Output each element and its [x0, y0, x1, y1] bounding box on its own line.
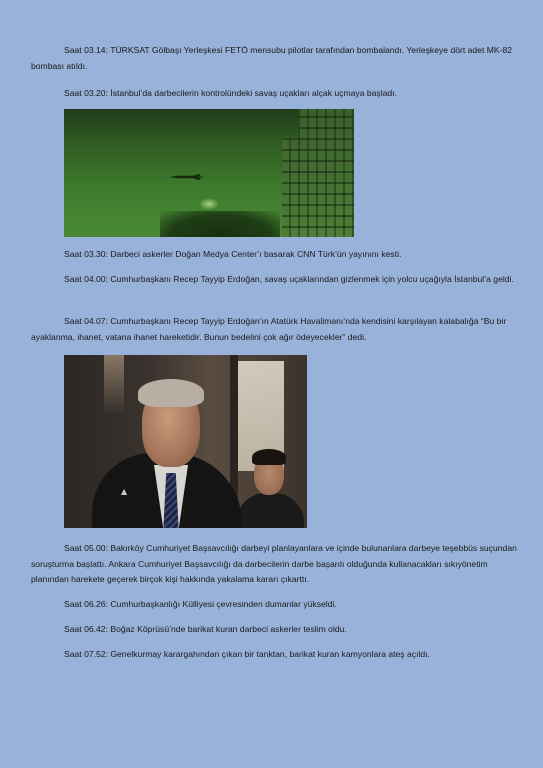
paragraph-0314: Saat 03.14: TÜRKSAT Gölbaşı Yerleşkesi FETÖ mensubu pilotlar tarafından bombalandı. Yerleşkeye dört adet MK-82 bombası atıldı.: [31, 45, 513, 71]
paragraph-0500: Saat 05.00: Bakırköy Cumhuriyet Başsavcılığı darbeyi planlayanlara ve içinde bulunanlara darbeye teşebbüs suçundan soruşturma başlattı. Ankara Cumhuriyet Başsavcılığı da darbecilerin darbe başarılı olduğunda kullanacakları sıkıyönetim planından harekete geçerek birçok kişi hakkında yakalama kararı çıkarttı.: [31, 543, 517, 584]
fighter-jet-icon: [169, 173, 205, 181]
wall-light: [104, 355, 124, 415]
paragraph-0330: Saat 03.30: Darbeci askerler Doğan Medya Center’ı basarak CNN Türk’ün yayınını kesti.: [64, 249, 402, 259]
tree-silhouette: [160, 211, 280, 237]
building-silhouette: [282, 109, 354, 237]
lapel-pin-icon: ▲: [121, 487, 128, 496]
fighter-jet-night-photo: [64, 109, 354, 237]
paragraph-0626: Saat 06.26: Cumhurbaşkanlığı Külliyesi çevresinden dumanlar yükseldi.: [64, 599, 337, 609]
paragraph-0400: Saat 04.00: Cumhurbaşkanı Recep Tayyip Erdoğan, savaş uçaklarından gizlenmek için yolcu uçağıyla İstanbul’a geldi.: [64, 274, 514, 284]
paragraph-0642: Saat 06.42: Boğaz Köprüsü’nde barikat kuran darbeci askerler teslim oldu.: [64, 624, 347, 634]
paragraph-0407: Saat 04.07: Cumhurbaşkanı Recep Tayyip Erdoğan’ın Atatürk Havalimanı’nda kendisini karşılayan kalabalığa “Bu bir ayaklanma, ihanet, vatana ihanet hareketidir. Bunun bedelini çok ağır ödeyecekler” dedi.: [31, 316, 507, 342]
paragraph-0320: Saat 03.20: İstanbul’da darbecilerin kontrolündeki savaş uçakları alçak uçmaya başladı.: [64, 88, 397, 98]
president-hair: [138, 379, 204, 407]
bodyguard-hair: [252, 449, 286, 465]
president-portrait-photo: [64, 355, 307, 528]
bodyguard-figure: [236, 493, 304, 528]
paragraph-0752: Saat 07.52: Genelkurmay karargahından çıkan bir tanktan, barikat kuran kamyonlara ateş açıldı.: [64, 649, 430, 659]
